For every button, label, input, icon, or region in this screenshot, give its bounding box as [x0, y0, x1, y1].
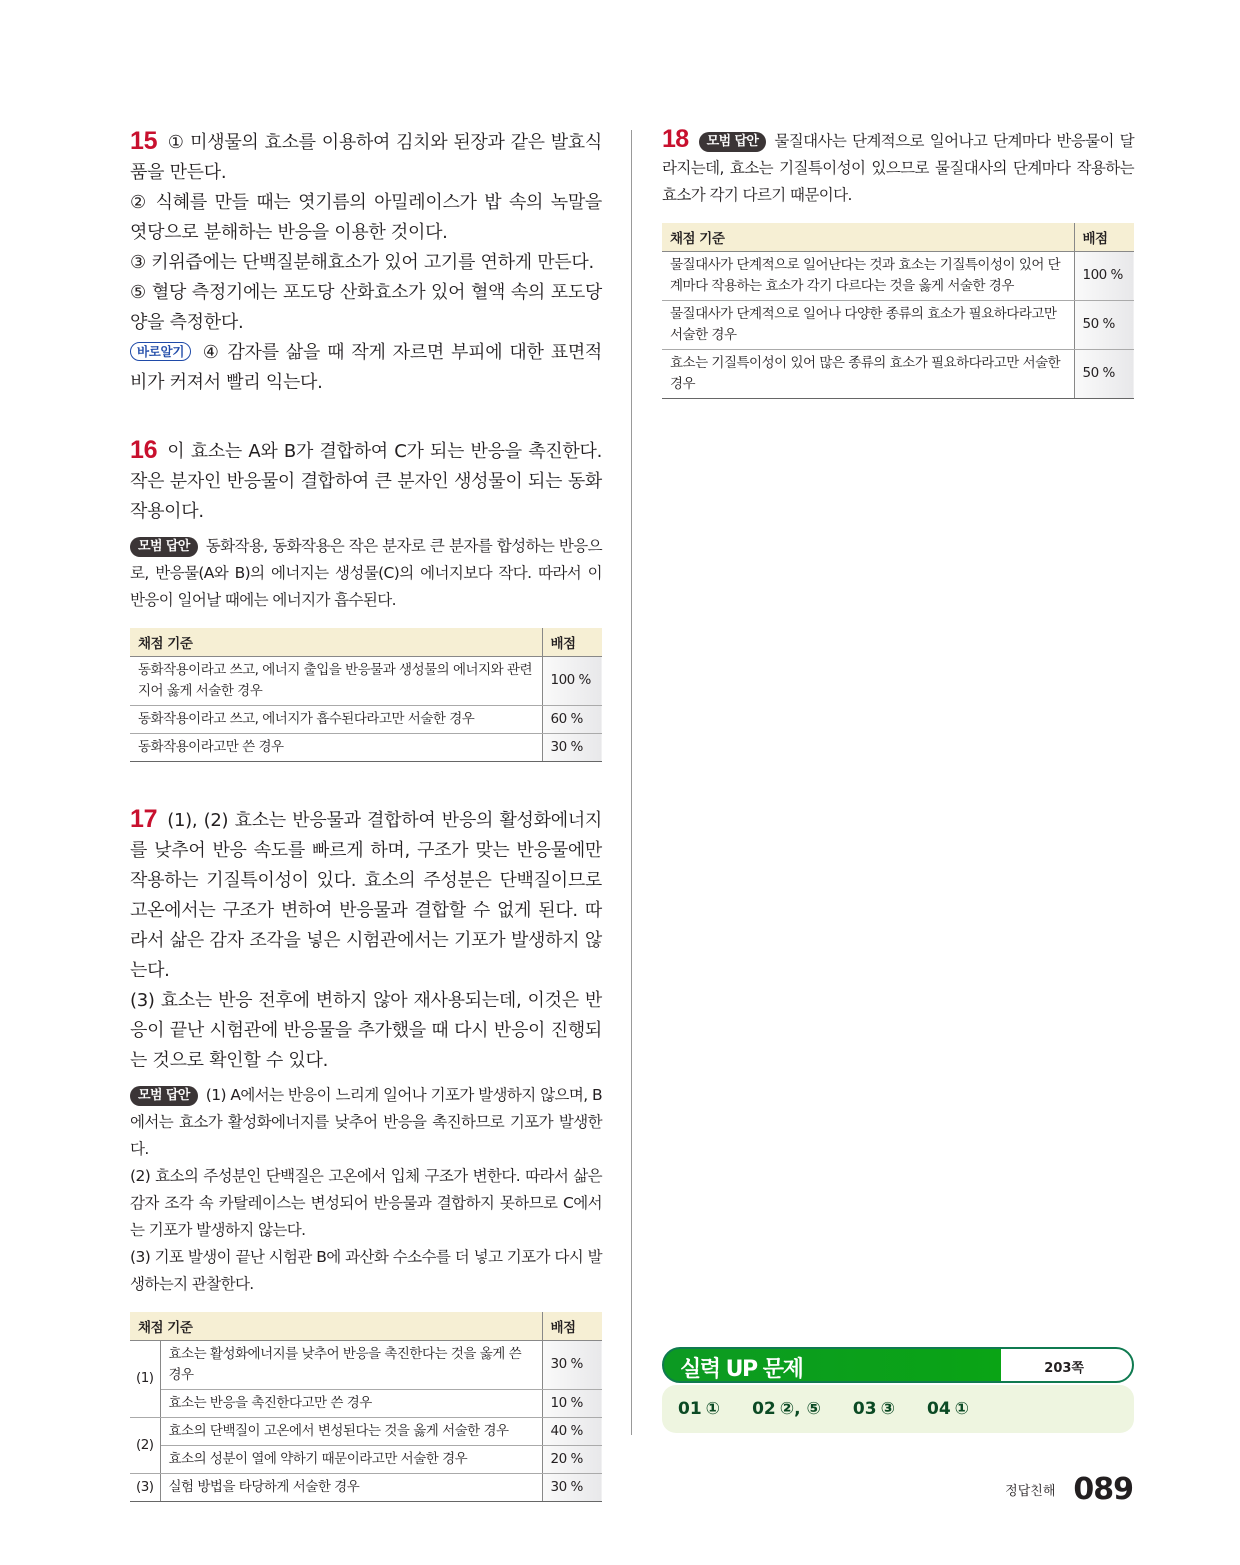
header-criteria: 채점 기준: [130, 628, 542, 656]
q15-text: ① 미생물의 효소를 이용하여 김치와 된장과 같은 발효식품을 만든다.: [130, 132, 602, 183]
score: 20 %: [542, 1445, 602, 1473]
answer-text: (2) 효소의 주성분인 단백질은 고온에서 입체 구조가 변한다. 따라서 삶은 감자 조각 속 카탈레이스는 변성되어 반응물과 결합하지 못하므로 C에서는 기포가 발생하지 않는다.: [130, 1167, 602, 1239]
table-row: [130, 705, 602, 733]
table-row: [130, 733, 602, 761]
answer-text: (3) 기포 발생이 끝난 시험관 B에 과산화 수소수를 더 넣고 기포가 다시 발생하는지 관찰한다.: [130, 1248, 602, 1293]
q15-para: ② 식혜를 만들 때는 엿기름의 아밀레이스가 밥 속의 녹말을 엿당으로 분해하는 반응을 이용한 것이다.: [130, 192, 602, 243]
q17-para: (3) 효소는 반응 전후에 변하지 않아 재사용되는데, 이것은 반응이 끝난 시험관에 반응물을 추가했을 때 다시 반응이 진행되는 것으로 확인할 수 있다.: [130, 990, 602, 1071]
q15-para: ⑤ 혈당 측정기에는 포도당 산화효소가 있어 혈액 속의 포도당 양을 측정한다.: [130, 282, 602, 333]
q16-text: [130, 435, 602, 527]
table-row: [662, 251, 1134, 300]
question-18: [662, 126, 1134, 399]
table-row: [130, 1417, 602, 1445]
criteria: 효소는 기질특이성이 있어 많은 종류의 효소가 필요하다라고만 서술한 경우: [662, 349, 1074, 398]
answer-text: 동화작용, 동화작용은 작은 분자로 큰 분자를 합성하는 반응으로, 반응물(A와 B)의 에너지는 생성물(C)의 에너지보다 작다. 따라서 이 반응이 일어날 때에는 에너지가 흡수된다.: [130, 537, 602, 609]
table-row: [130, 1473, 602, 1501]
answer-number: 01: [678, 1399, 702, 1419]
table-row: [130, 1445, 602, 1473]
question-number: 16: [130, 436, 158, 464]
header-score: 배점: [542, 1312, 602, 1340]
q17-scoring-table: [130, 1312, 602, 1502]
table-row: [662, 349, 1134, 398]
skill-up-banner: [662, 1347, 1134, 1383]
table-row: [130, 656, 602, 705]
score: 50 %: [1074, 300, 1134, 349]
q15-correction: [130, 338, 602, 398]
skill-up-title: 실력 UP 문제: [680, 1357, 803, 1382]
answer-choice: ③: [880, 1399, 895, 1419]
score: 100 %: [542, 656, 602, 705]
skill-up-problems: [662, 1347, 1134, 1433]
model-answer-badge: 모범 답안: [130, 537, 198, 557]
question-17: [130, 804, 602, 1502]
row-label: (2): [130, 1417, 160, 1473]
criteria: 동화작용이라고 쓰고, 에너지가 흡수된다라고만 서술한 경우: [130, 705, 542, 733]
score: 30 %: [542, 733, 602, 761]
model-answer-badge: 모범 답안: [699, 132, 767, 152]
q17-text: (1), (2) 효소는 반응물과 결합하여 반응의 활성화에너지를 낮추어 반응 속도를 빠르게 하며, 구조가 맞는 반응물에만 작용하는 기질특이성이 있다. 효소의 주성분은 단백질이므로 고온에서는 구조가 변하여 반응물과 결합할 수 없게 된다. 따라서 삶은 감자 조각을 넣은 시험관에서는 기포가 발생하지 않는다.: [130, 810, 602, 981]
score: 50 %: [1074, 349, 1134, 398]
criteria: 동화작용이라고 쓰고, 에너지 출입을 반응물과 생성물의 에너지와 관련지어 옳게 서술한 경우: [130, 656, 542, 705]
column-divider: [631, 130, 632, 1435]
footer-label: 정답친해: [1005, 1484, 1056, 1499]
model-answer-badge: 모범 답안: [130, 1086, 198, 1106]
correction-badge: 바로알기: [130, 342, 191, 361]
row-label: (3): [130, 1473, 160, 1501]
q17-para: [130, 804, 602, 986]
answer-choice: ①: [954, 1399, 970, 1419]
score: 30 %: [542, 1340, 602, 1389]
score: 60 %: [542, 705, 602, 733]
question-16: [130, 435, 602, 762]
criteria: 효소는 활성화에너지를 낮추어 반응을 촉진한다는 것을 옳게 쓴 경우: [160, 1340, 542, 1389]
q15-para: [130, 126, 602, 188]
criteria: 효소는 반응을 촉진한다고만 쓴 경우: [160, 1389, 542, 1417]
score: 30 %: [542, 1473, 602, 1501]
answer-item: [752, 1399, 821, 1419]
criteria: 효소의 단백질이 고온에서 변성된다는 것을 옳게 서술한 경우: [160, 1417, 542, 1445]
page-number: 089: [1073, 1472, 1133, 1507]
header-score: 배점: [542, 628, 602, 656]
question-number: 17: [130, 805, 158, 833]
score: 100 %: [1074, 251, 1134, 300]
answer-choice: ②, ⑤: [779, 1399, 821, 1419]
answer-item: [927, 1399, 969, 1419]
skill-up-answers: [662, 1385, 1134, 1433]
criteria: 효소의 성분이 열에 약하기 때문이라고만 서술한 경우: [160, 1445, 542, 1473]
answer-item: [853, 1399, 895, 1419]
page-footer: [1005, 1472, 1133, 1507]
table-row: [130, 1389, 602, 1417]
question-number: 15: [130, 127, 158, 155]
answer-number: 03: [852, 1399, 877, 1419]
question-15: [130, 126, 602, 398]
answer-item: [678, 1399, 720, 1419]
score: 40 %: [542, 1417, 602, 1445]
q18-scoring-table: [662, 223, 1134, 399]
score: 10 %: [542, 1389, 602, 1417]
q16-body: 이 효소는 A와 B가 결합하여 C가 되는 반응을 촉진한다. 작은 분자인 반응물이 결합하여 큰 분자인 생성물이 되는 동화작용이다.: [130, 441, 602, 522]
question-number: 18: [662, 125, 689, 153]
q17-model-answer: [130, 1082, 602, 1163]
q16-scoring-table: [130, 628, 602, 762]
q16-model-answer: [130, 533, 602, 614]
answer-text: (1) A에서는 반응이 느리게 일어나 기포가 발생하지 않으며, B에서는 효소가 활성화에너지를 낮추어 반응을 촉진하므로 기포가 발생한다.: [130, 1086, 602, 1158]
answer-number: 02: [752, 1399, 776, 1419]
answer-choice: ①: [705, 1399, 721, 1419]
table-row: [662, 300, 1134, 349]
q18-model-answer: [662, 126, 1134, 209]
row-label: (1): [130, 1340, 160, 1417]
correction-text: ④ 감자를 삶을 때 작게 자르면 부피에 대한 표면적 비가 커져서 빨리 익는다.: [130, 342, 602, 393]
header-criteria: 채점 기준: [130, 1312, 542, 1340]
criteria: 물질대사가 단계적으로 일어난다는 것과 효소는 기질특이성이 있어 단계마다 작용하는 효소가 각기 다르다는 것을 옳게 서술한 경우: [662, 251, 1074, 300]
skill-up-page-ref: 203쪽: [1044, 1361, 1084, 1376]
criteria: 물질대사가 단계적으로 일어나 다양한 종류의 효소가 필요하다라고만 서술한 경우: [662, 300, 1074, 349]
answer-text: 물질대사는 단계적으로 일어나고 단계마다 반응물이 달라지는데, 효소는 기질특이성이 있으므로 물질대사의 단계마다 작용하는 효소가 각기 다르기 때문이다.: [662, 132, 1134, 204]
answer-number: 04: [927, 1399, 951, 1419]
table-row: [130, 1340, 602, 1389]
q15-para: ③ 키위즙에는 단백질분해효소가 있어 고기를 연하게 만든다.: [130, 252, 594, 273]
header-score: 배점: [1074, 223, 1134, 251]
header-criteria: 채점 기준: [662, 223, 1074, 251]
criteria: 실험 방법을 타당하게 서술한 경우: [160, 1473, 542, 1501]
criteria: 동화작용이라고만 쓴 경우: [130, 733, 542, 761]
